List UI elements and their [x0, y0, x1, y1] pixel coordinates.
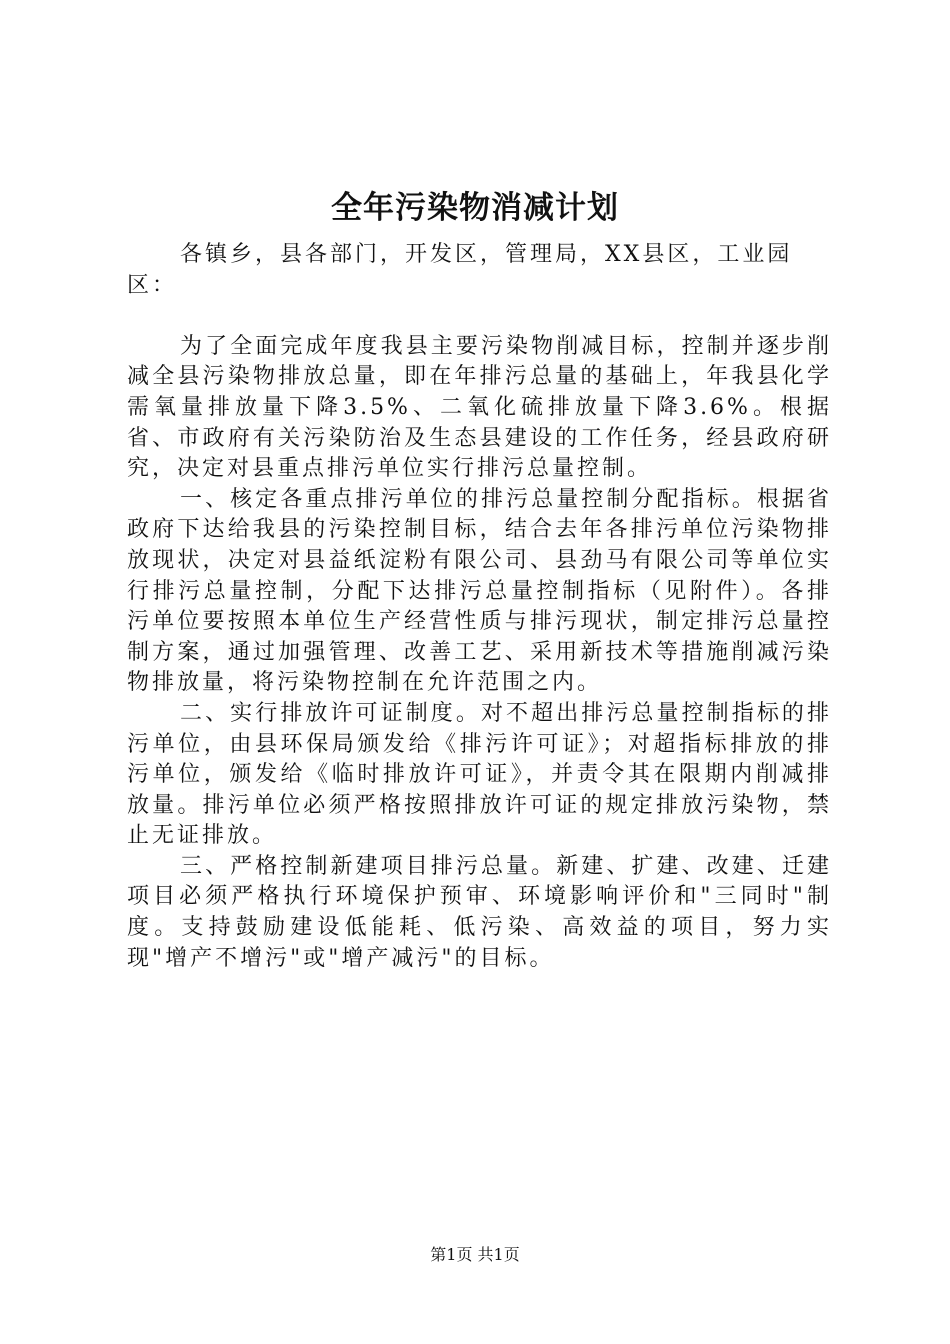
blank-line: [127, 301, 832, 332]
paragraph-section-1: 一、核定各重点排污单位的排污总量控制分配指标。根据省政府下达给我县的污染控制目标，结合去年各排污单位污染物排放现状，决定对县益纸淀粉有限公司、县劲马有限公司等单位实行排污总量控制，分配下达排污总量控制指标（见附件）。各排污单位要按照本单位生产经营性质与排污现状，制定排污总量控制方案，通过加强管理、改善工艺、采用新技术等措施削减污染物排放量，将污染物控制在允许范围之内。: [127, 486, 832, 696]
salutation: 各镇乡，县各部门，开发区，管理局，XX县区，工业园区：: [127, 242, 793, 298]
paragraph-section-3: 三、严格控制新建项目排污总量。新建、扩建、改建、迁建项目必须严格执行环境保护预审、环境影响评价和"三同时"制度。支持鼓励建设低能耗、低污染、高效益的项目，努力实现"增产不增污"或"增产减污"的目标。: [127, 853, 832, 971]
document-title: 全年污染物消减计划: [331, 190, 619, 226]
page-number-footer: 第1页 共1页: [430, 1245, 520, 1264]
paragraph-section-2: 二、实行排放许可证制度。对不超出排污总量控制指标的排污单位，由县环保局颁发给《排污许可证》；对超指标排放的排污单位，颁发给《临时排放许可证》，并责令其在限期内削减排放量。排污单位必须严格按照排放许可证的规定排放污染物，禁止无证排放。: [127, 700, 832, 849]
document-body: [127, 240, 832, 974]
paragraph-intro: 为了全面完成年度我县主要污染物削减目标，控制并逐步削减全县污染物排放总量，即在年排污总量的基础上，年我县化学需氧量排放量下降3.5%、二氧化硫排放量下降3.6%。根据省、市政府有关污染防治及生态县建设的工作任务，经县政府研究，决定对县重点排污单位实行排污总量控制。: [127, 333, 832, 482]
